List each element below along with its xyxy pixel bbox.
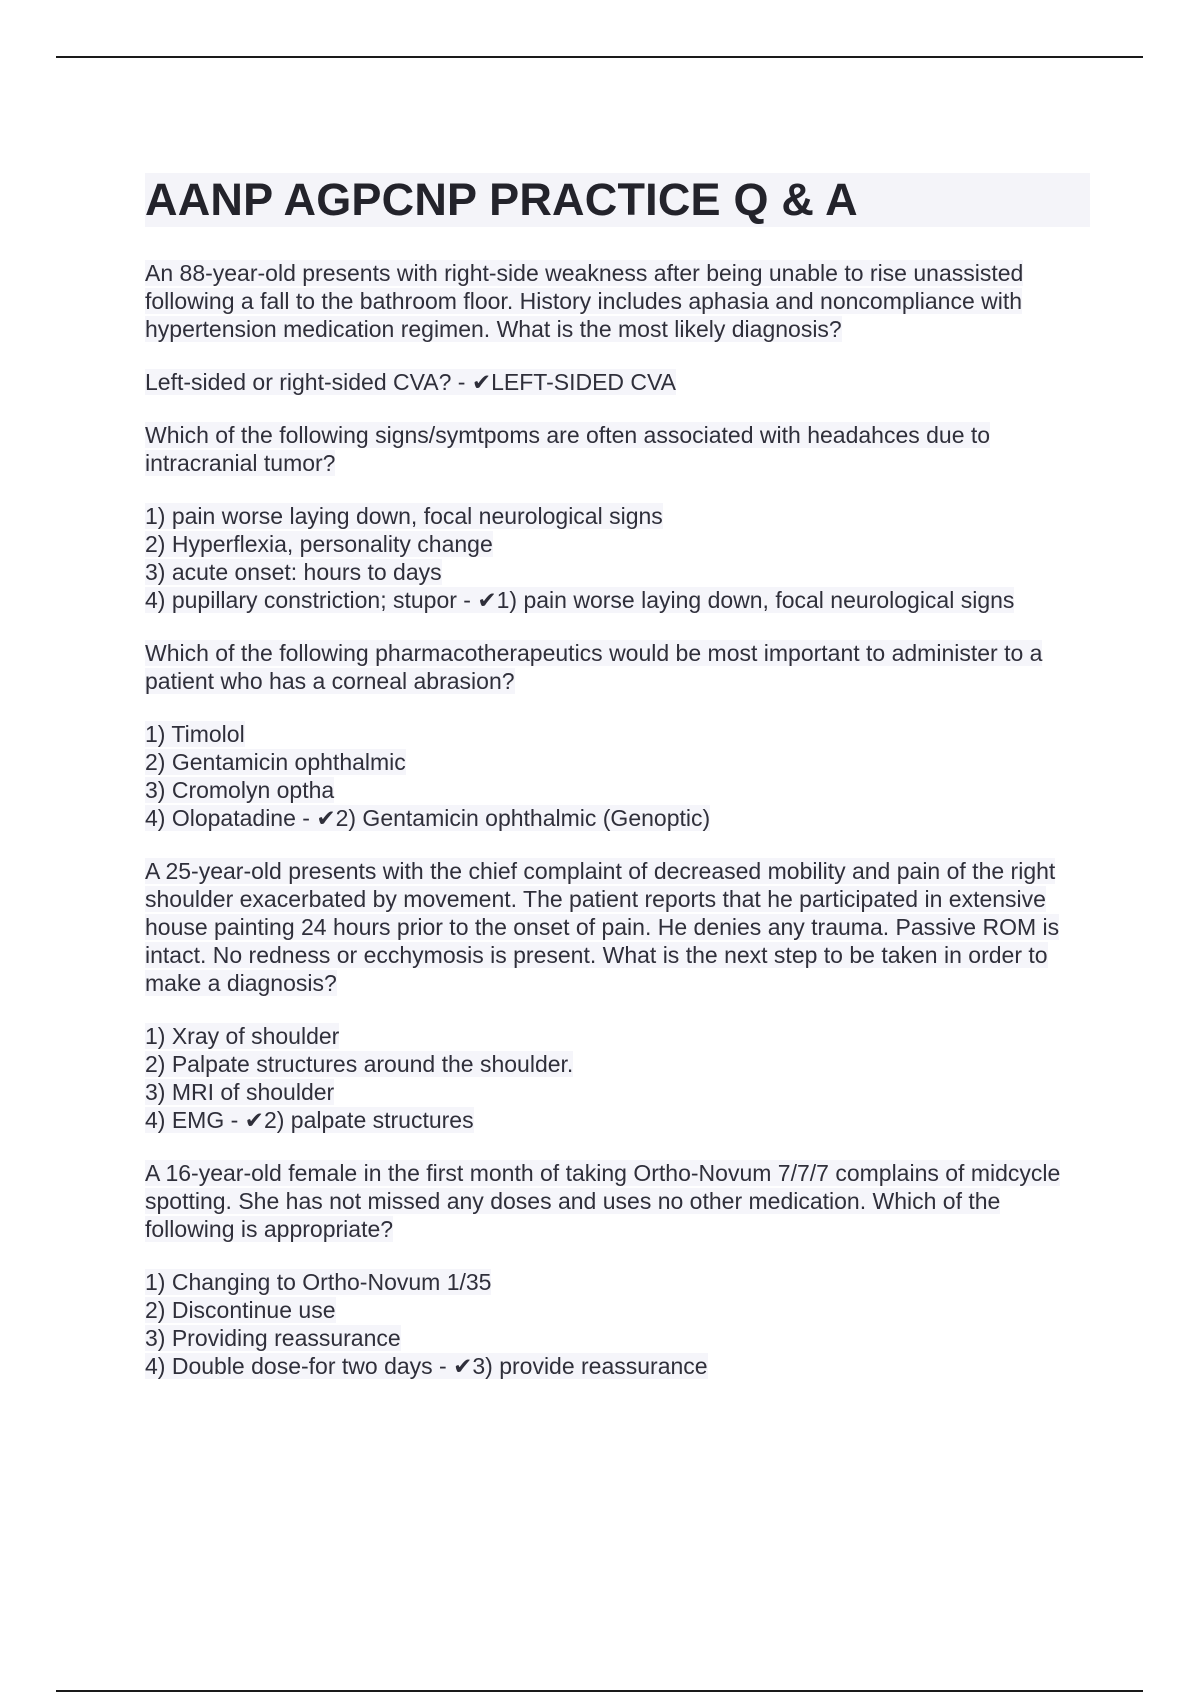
list-item: 4) Double dose-for two days - ✔3) provide reassurance [145, 1353, 708, 1379]
list-item: 2) Palpate structures around the shoulder. [145, 1051, 574, 1077]
question-2 [145, 421, 1090, 477]
list-item: 3) acute onset: hours to days [145, 559, 442, 585]
list-item: 4) EMG - ✔2) palpate structures [145, 1107, 474, 1133]
question-2-options [145, 502, 1090, 614]
list-item: 1) Xray of shoulder [145, 1023, 340, 1049]
document-body [145, 173, 1090, 1405]
question-5 [145, 1159, 1090, 1243]
list-item: 3) Providing reassurance [145, 1325, 401, 1351]
question-1-text: An 88-year-old presents with right-side weakness after being unable to rise unassisted following a fall to the bathroom floor. History includes aphasia and noncompliance with hypertension medication regimen. What is the most likely diagnosis? [145, 260, 1024, 342]
question-5-text: A 16-year-old female in the first month of taking Ortho-Novum 7/7/7 complains of midcycle spotting. She has not missed any doses and uses no other medication. Which of the following is appropriate? [145, 1160, 1061, 1242]
question-3 [145, 639, 1090, 695]
list-item: 1) Changing to Ortho-Novum 1/35 [145, 1269, 492, 1295]
list-item: 2) Hyperflexia, personality change [145, 531, 493, 557]
question-1 [145, 259, 1090, 343]
list-item: 2) Gentamicin ophthalmic [145, 749, 406, 775]
document-title: AANP AGPCNP PRACTICE Q & A [145, 173, 1090, 227]
question-2-text: Which of the following signs/symtpoms are often associated with headahces due to intracranial tumor? [145, 422, 991, 476]
question-3-text: Which of the following pharmacotherapeutics would be most important to administer to a patient who has a corneal abrasion? [145, 640, 1043, 694]
bottom-rule [56, 1690, 1143, 1692]
list-item: 3) Cromolyn optha [145, 777, 335, 803]
list-item: 4) Olopatadine - ✔2) Gentamicin ophthalmic (Genoptic) [145, 805, 711, 831]
question-3-options [145, 720, 1090, 832]
answer-1-text: Left-sided or right-sided CVA? - ✔LEFT-SIDED CVA [145, 369, 676, 395]
question-4 [145, 857, 1090, 997]
answer-1 [145, 368, 1090, 396]
list-item: 2) Discontinue use [145, 1297, 336, 1323]
list-item: 1) pain worse laying down, focal neurological signs [145, 503, 663, 529]
top-rule [56, 56, 1143, 58]
list-item: 1) Timolol [145, 721, 245, 747]
list-item: 3) MRI of shoulder [145, 1079, 335, 1105]
question-4-options [145, 1022, 1090, 1134]
question-5-options [145, 1268, 1090, 1380]
list-item: 4) pupillary constriction; stupor - ✔1) pain worse laying down, focal neurological signs [145, 587, 1015, 613]
question-4-text: A 25-year-old presents with the chief complaint of decreased mobility and pain of the right shoulder exacerbated by movement. The patient reports that he participated in extensive house painting 24 hours prior to the onset of pain. He denies any trauma. Passive ROM is intact. No redness or ecchymosis is present. What is the next step to be taken in order to make a diagnosis? [145, 858, 1060, 996]
